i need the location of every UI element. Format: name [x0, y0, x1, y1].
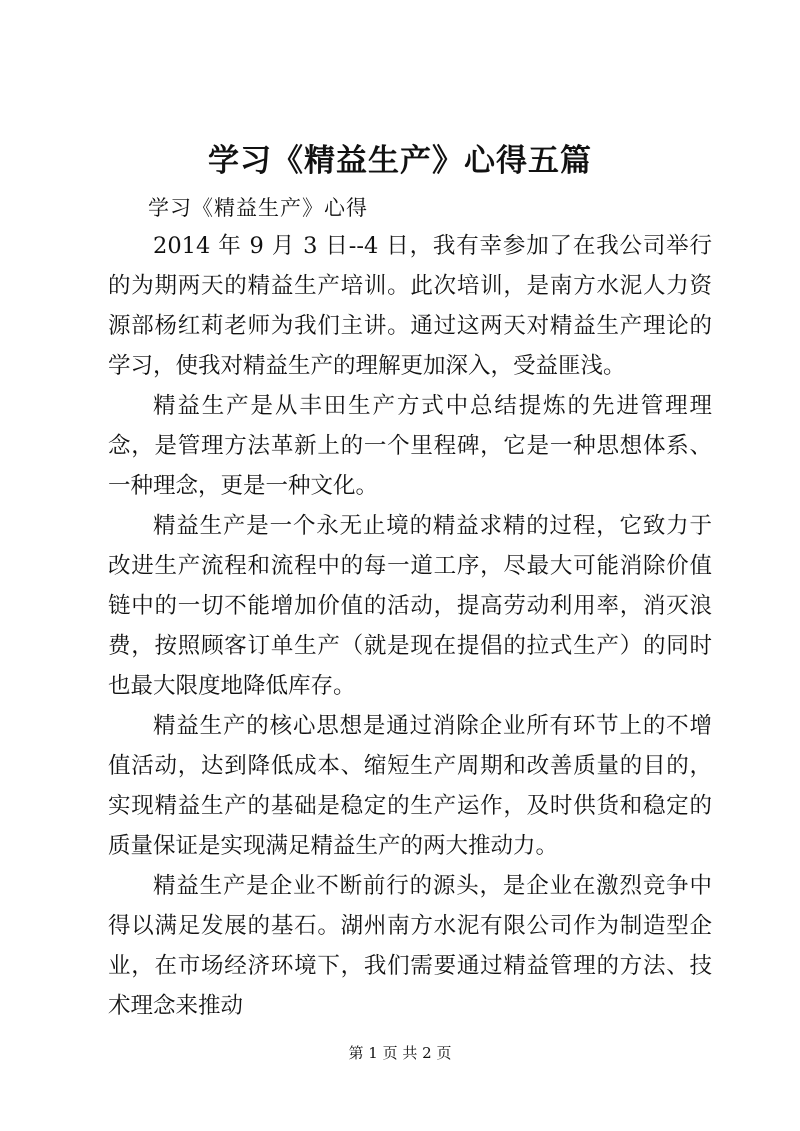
document-title: 学习《精益生产》心得五篇	[208, 143, 592, 179]
paragraph: 2014 年 9 月 3 日--4 日，我有幸参加了在我公司举行的为期两天的精益生产培训。此次培训，是南方水泥人力资源部杨红莉老师为我们主讲。通过这两天对精益生产理论的学习，使我对精益生产的理解更加深入，受益匪浅。	[108, 233, 712, 379]
document-body	[108, 226, 712, 1026]
paragraph: 精益生产是从丰田生产方式中总结提炼的先进管理理念，是管理方法革新上的一个里程碑，它是一种思想体系、一种理念，更是一种文化。	[108, 393, 712, 499]
paragraph: 精益生产是一个永无止境的精益求精的过程，它致力于改进生产流程和流程中的每一道工序，尽最大可能消除价值链中的一切不能增加价值的活动，提高劳动利用率，消灭浪费，按照顾客订单生产（就是现在提倡的拉式生产）的同时也最大限度地降低库存。	[108, 513, 712, 699]
paragraph: 精益生产是企业不断前行的源头，是企业在激烈竞争中得以满足发展的基石。湖州南方水泥有限公司作为制造型企业，在市场经济环境下，我们需要通过精益管理的方法、技术理念来推动	[108, 873, 712, 1019]
document-subtitle: 学习《精益生产》心得	[148, 196, 368, 220]
page-number-footer: 第 1 页 共 2 页	[348, 1044, 452, 1062]
paragraph: 精益生产的核心思想是通过消除企业所有环节上的不增值活动，达到降低成本、缩短生产周期和改善质量的目的，实现精益生产的基础是稳定的生产运作，及时供货和稳定的质量保证是实现满足精益生产的两大推动力。	[108, 713, 712, 859]
